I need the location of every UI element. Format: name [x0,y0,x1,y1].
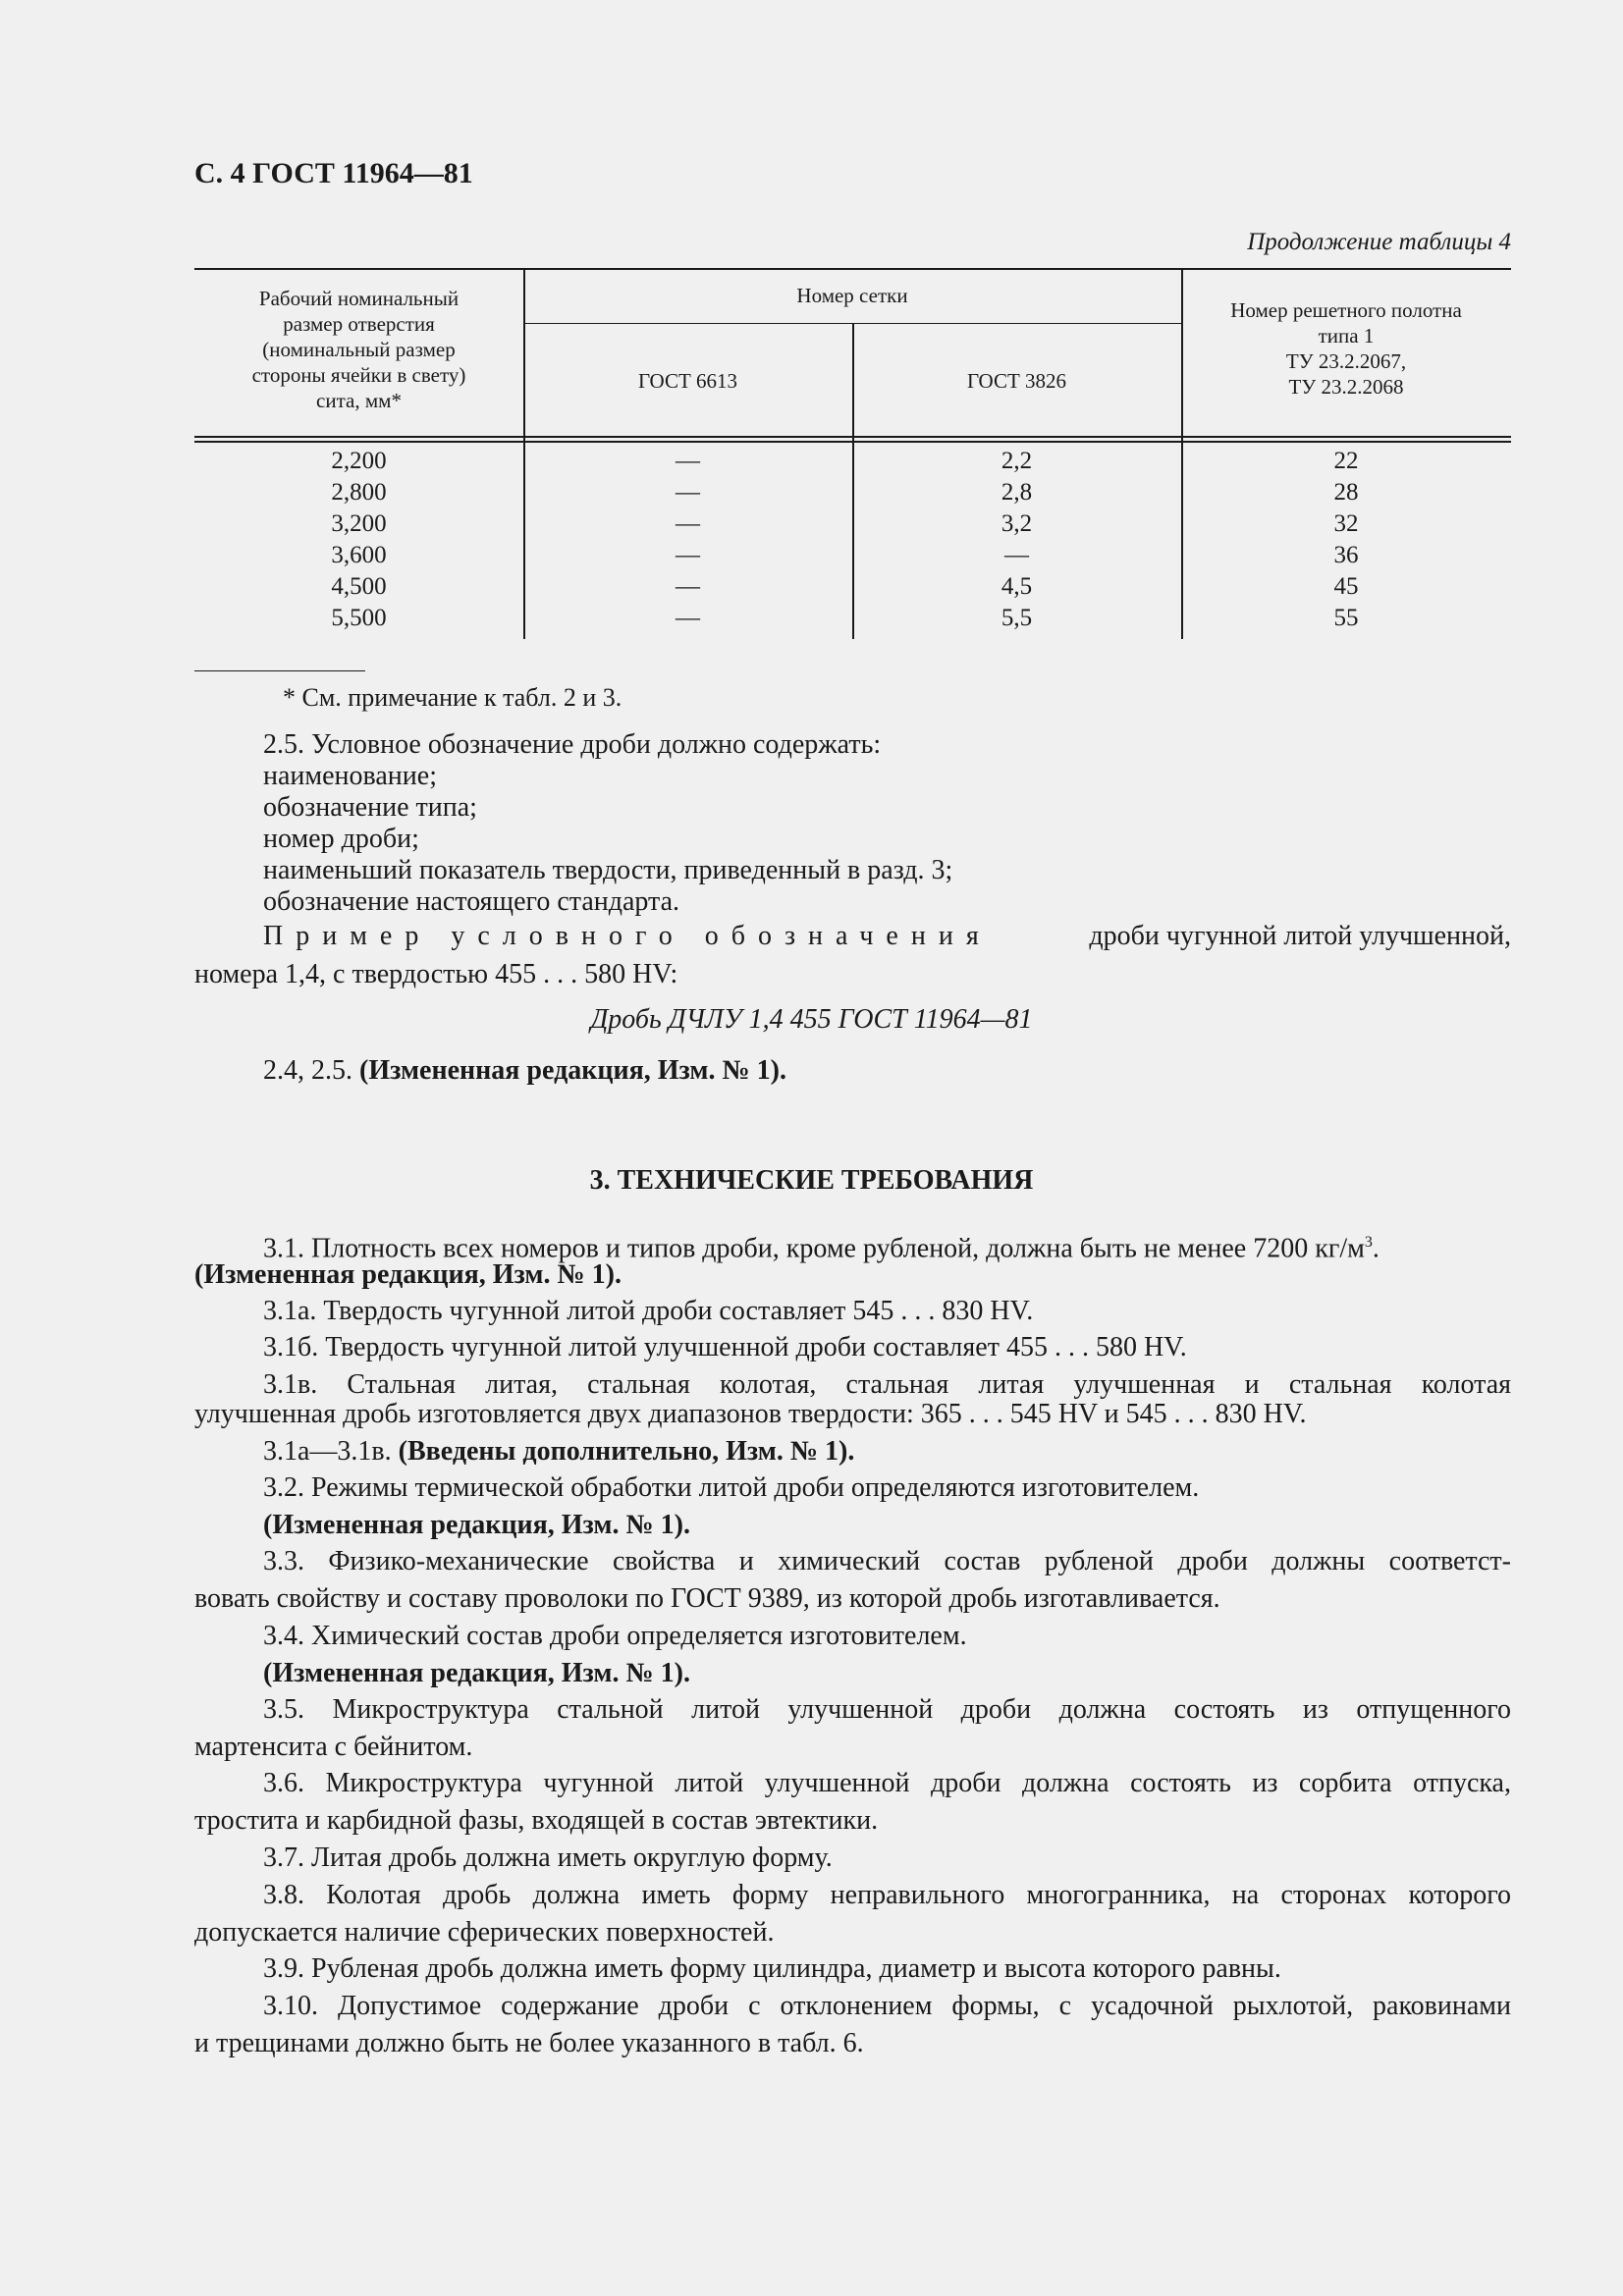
example-line [263,918,1511,955]
example-text: дроби чугунной литой улучшенной, [1089,921,1511,951]
page-header: С. 4 ГОСТ 11964—81 [194,157,473,189]
p25-item: номер дроби; [263,824,419,854]
p39: 3.9. Рубленая дробь должна иметь форму цилиндра, диаметр и высота которого равны. [263,1953,1281,1984]
col3-header: ГОСТ 3826 [966,369,1067,393]
table-cell: — [676,448,700,474]
table-cell: 2,200 [331,448,387,474]
p31: 3.1. Плотность всех номеров и типов дроби, кроме рубленой, должна быть не менее 7200 $кг/м^3$. [263,1233,1380,1264]
table-cell: 3,200 [331,510,387,537]
table-cell: 36 [1333,542,1359,568]
p25-item: наименование; [263,761,437,791]
table-cell: 4,500 [331,573,387,600]
p25-item: обозначение типа; [263,792,477,823]
footnote-rule [194,670,365,671]
table-cell: 28 [1333,479,1359,506]
p25-amendment: 2.4, 2.5. (Измененная редакция, Изм. № 1). [263,1055,786,1086]
table-cell: 2,8 [1001,479,1033,506]
p34: 3.4. Химический состав дроби определяется изготовителем. [263,1621,967,1651]
p25-item: наименьший показатель твердости, приведенный в разд. 3; [263,855,953,885]
p25-item: обозначение настоящего стандарта. [263,886,680,917]
p32-amendment: (Измененная редакция, Изм. № 1). [263,1510,690,1540]
table-cell: 32 [1333,510,1359,537]
table-cell: 3,2 [1001,510,1033,537]
table-cell: 3,600 [331,542,387,568]
section-title: 3. ТЕХНИЧЕСКИЕ ТРЕБОВАНИЯ [589,1165,1034,1196]
col2-header: ГОСТ 6613 [637,369,738,393]
p38: 3.8. Колотая дробь должна иметь форму неправильного многогранника, на сторонах которого допускается наличие сферических поверхностей. [194,1880,1511,1948]
p32: 3.2. Режимы термической обработки литой дроби определяются изготовителем. [263,1472,1200,1503]
p31av-amendment: 3.1а—3.1в. (Введены дополнительно, Изм. № 1). [263,1436,855,1467]
table-top-rule [194,268,1511,270]
table-cell: 55 [1333,605,1359,631]
footnote: * См. примечание к табл. 2 и 3. [283,683,622,712]
table-cell: 2,2 [1001,448,1033,474]
sieve-table [194,268,1511,639]
p31v: 3.1в. Стальная литая, стальная колотая, стальная литая улучшенная и стальная колотая улучшенная дробь изготовляется двух диапазонов твердости: 365 . . . 545 HV и 545 . . . 830 HV. [194,1369,1511,1429]
table-cell: 22 [1333,448,1359,474]
col1-header: Рабочий номинальный размер отверстия (номинальный размер стороны ячейки в свету) сита, мм* [251,287,466,412]
p36: 3.6. Микроструктура чугунной литой улучшенной дроби должна состоять из сорбита отпуска, тростита и карбидной фазы, входящей в состав эвтектики. [194,1768,1511,1836]
table-cell: — [676,479,700,506]
p310: 3.10. Допустимое содержание дроби с отклонением формы, с усадочной рыхлотой, раковинами и трещинами должно быть не более указанного в табл. 6. [194,1991,1511,2058]
table-cell: — [676,573,700,600]
table-cell: 45 [1333,573,1359,600]
example-line-2: номера 1,4, с твердостью 455 . . . 580 HV: [194,959,678,989]
table-cell: 5,500 [331,605,387,631]
p34-amendment: (Измененная редакция, Изм. № 1). [263,1658,690,1688]
group-header: Номер сетки [796,284,908,307]
col4-header: Номер решетного полотна типа 1 ТУ 23.2.2067, ТУ 23.2.2068 [1230,298,1462,399]
table-caption: Продолжение таблицы 4 [1247,229,1511,255]
table-cell: — [676,542,700,568]
p31b: 3.1б. Твердость чугунной литой улучшенной дроби составляет 455 . . . 580 HV. [263,1332,1187,1362]
p25-intro: 2.5. Условное обозначение дроби должно содержать: [263,729,882,760]
table-cell: 2,800 [331,479,387,506]
table-cell: 4,5 [1001,573,1033,600]
table-cell: 5,5 [1001,605,1033,631]
p33: 3.3. Физико-механические свойства и химический состав рубленой дроби должны соответст- вовать свойству и составу проволоки по ГОСТ 9389, из которой дробь изготавливается. [194,1546,1511,1614]
example-formula: Дробь ДЧЛУ 1,4 455 ГОСТ 11964—81 [590,1004,1033,1035]
p31a: 3.1а. Твердость чугунной литой дроби составляет 545 . . . 830 HV. [263,1296,1034,1326]
table-cell: — [676,605,700,631]
table-cell: — [676,510,700,537]
p35: 3.5. Микроструктура стальной литой улучшенной дроби должна состоять из отпущенного мартенсита с бейнитом. [194,1694,1511,1762]
example-label: Пример условного обозначения [263,921,992,951]
p37: 3.7. Литая дробь должна иметь округлую форму. [263,1842,833,1873]
p31-amendment: (Измененная редакция, Изм. № 1). [194,1259,622,1290]
table-cell: — [1004,542,1029,568]
